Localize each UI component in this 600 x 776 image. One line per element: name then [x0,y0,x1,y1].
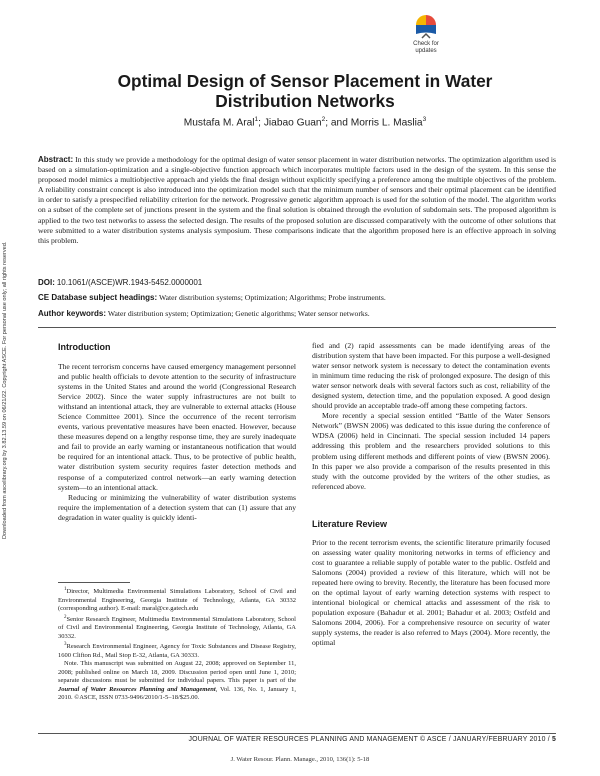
check-updates-icon [415,14,437,40]
check-for-updates-badge[interactable] [406,14,446,62]
running-footer [38,736,556,743]
right-paragraph-1: fied and (2) rapid assessments can be made identifying areas of the distribution system that have been impacted. For this purpose a well-designed water sensor network system is necessary to detect the contamination events in minimum time reducing the risk of prolonged exposure. The design of this water sensor network deals with several factors such as cost, reliability of the designed system, detection time, and the population exposed. A good design should provide an acceptable trade-off among these competing factors. [312,341,550,411]
badge-line-1: Check for [413,41,439,47]
ce-headings-value: Water distribution systems; Optimization; Algorithms; Probe instruments. [158,293,386,302]
title-line-1: Optimal Design of Sensor Placement in Water [117,71,493,91]
footnote-1: $^1$Director, Multimedia Environmental Simulations Laboratory, School of Civil and Environmental Engineering, Georgia Institute of Technology, Atlanta, GA 30332 (corresponding author). E-mail: maral@ce.gatech.edu [58,587,296,613]
ce-headings-line [38,293,556,303]
left-column [58,341,296,523]
footnote-2: $^2$Senior Research Engineer, Multimedia Environmental Simulations Laboratory, School of Civil and Environmental Engineering, Georgia Institute of Technology, Atlanta, GA 30332. [58,614,296,640]
paper-title [60,71,550,111]
footnote-3: $^3$Research Environmental Engineer, Agency for Toxic Substances and Disease Registry, 1600 Clifton Rd., Mail Stop E-32, Atlanta, GA 30333. [58,642,296,659]
right-column [312,341,550,648]
intro-paragraph-1: The recent terrorism concerns have caused emergency management personnel and public health officials to devote attention to the security of infrastructure systems in the United States and around the world (Congressional Research Service 2002). Since the water supply infrastructures are not built to withstand an intentional attack, they are vulnerable to external attacks (House Science Committee 2001). Since the occurrence of the recent terrorism events, various preventative measures have been enacted. However, because these measures depend on a lengthy response time, they are surely inadequate and fail to provide an early warning or instantaneous notification that would be required for an intentional attack. Thus, to be protective of public health, water distribution system security requires faster detection methods and response of a computerized control network—an early warning detection system—to an intentional attack. [58,362,296,492]
author-2-affil: 2 [321,116,326,123]
right-paragraph-2: More recently a special session entitled “Battle of the Water Sensors Network” (BWSN 2006) was dedicated to this issue during the conference of WDSA (2006) held in Cincinnati. The special session included 14 papers addressing this problem and the researchers provided solutions to this problem using different methods and different points of view (BWSN 2006). In this paper we also provide a comparison of the results presented in this study with the outcome provided by the writers of the other studies, as referenced above. [312,411,550,491]
keywords-label: Author keywords: [38,309,107,318]
badge-line-2: updates [415,47,437,54]
footnote-divider [58,582,130,583]
manuscript-note: Note. This manuscript was submitted on August 22, 2008; approved on September 11, 2008; published online on March 18, 2009. Discussion period open until June 1, 2010; separate discussions must be submitted for individual papers. This paper is part of the Journal of Water Resources Planning and Management, Vol. 136, No. 1, January 1, 2010. ©ASCE, ISSN 0733-9496/2010/1-5–18/$25.00. [58,660,296,702]
title-line-2: Distribution Networks [215,91,395,111]
doi-line [38,278,556,288]
author-list [60,116,550,128]
author-1: Mustafa M. Aral [183,117,255,129]
abstract-text: In this study we provide a methodology for the optimal design of water sensor placement in water distribution networks. The optimization algorithm used is based on a simulation-optimization and a single-objective function approach which incorporates multiple factors used in the design of the system. In this sense the proposed model mimics a multiobjective approach and yields the final design without explicitly specifying a preference among the multiple objectives of the problem. A reliability constraint concept is also introduced into the optimization model such that the minimum number of sensors and their optimal placement can be identified in order to satisfy a prespecified reliability criterion for the network. Progressive genetic algorithm approach is used for the solution of the model. The algorithm works on a subset of the complete set of junctions present in the system and the final solution is obtained through the evolution of subdomain sets. The proposed algorithm is applied to the two test networks to assess the selected design. The results of the proposed solution are discussed comparatively with the outcome of other solutions that were submitted to a water distribution systems analysis symposium. These comparisons indicate that the algorithm proposed here is an effective approach in solving this problem. [38,155,557,245]
author-3: ; and Morris L. Maslia [325,117,423,129]
introduction-heading: Introduction [58,342,111,352]
author-2: ; Jiabao Guan [258,117,322,129]
intro-paragraph-2: Reducing or minimizing the vulnerability of water distribution systems require the implementation of a detection system that can (1) assure that any degradation in water quality is quickly identi- [58,492,296,522]
keywords-value: Water distribution system; Optimization; Genetic algorithms; Water sensor networks. [107,309,370,318]
literature-paragraph: Prior to the recent terrorism events, the scientific literature primarily focused on assessing water quality monitoring networks in terms of efficiency and cost to guarantee a reliable supply of potable water to the public. Ostfeld and Salomons (2004) provided a review of this literature, which will not be repeated here owing to brevity. Recently, the literature has been focused more on the optimal layout of early warning detection systems with respect to intentional biological or chemical attacks and assessment of the risk to population exposure (Bahadur et al. 2001; Bahadur et al. 2003; Ostfeld and Salomons 2004, 2006). For a comprehensive resource on security of water supply systems, the reader is also referred to Mays (2004). More recently, the optimal [312,537,550,648]
ce-headings-label: CE Database subject headings: [38,293,158,302]
literature-review-heading: Literature Review [312,518,388,529]
abstract-label: Abstract: [38,155,74,164]
journal-name: Journal of Water Resources Planning and Management [58,685,216,693]
author-3-affil: 3 [422,116,427,123]
doi-link[interactable]: 10.1061/(ASCE)WR.1943-5452.0000001 [56,278,203,287]
footnotes [58,586,296,703]
abstract [38,155,556,246]
header-divider [38,327,556,328]
footer-divider [38,733,556,734]
footer-journal: JOURNAL OF WATER RESOURCES PLANNING AND MANAGEMENT © ASCE / JANUARY/FEBRUARY 2010 / [188,736,552,743]
doi-label: DOI: [38,278,55,287]
download-notice: Downloaded from ascelibrary.org by 3.82.13.59 on 06/21/22. Copyright ASCE. For personal use only; all rights reserved. [2,241,8,539]
keywords-line [38,309,556,319]
author-1-affil: 1 [254,116,259,123]
citation-line: J. Water Resour. Plann. Manage., 2010, 136(1): 5-18 [230,756,370,763]
page-number: 5 [551,736,556,743]
